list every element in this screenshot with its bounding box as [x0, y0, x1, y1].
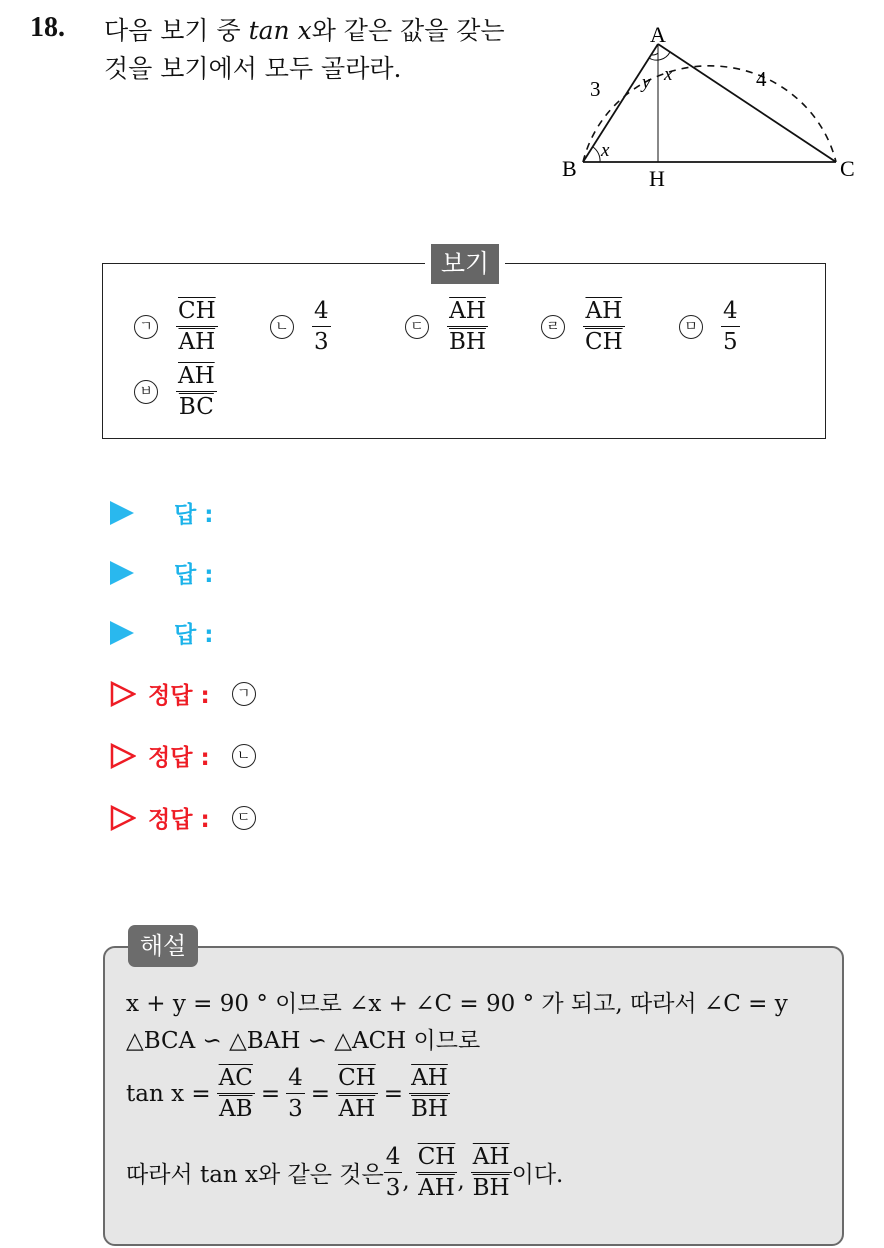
fraction-numerator: 4 — [314, 298, 329, 324]
correct-value: ㄴ — [232, 744, 256, 768]
fraction-denominator: BH — [449, 329, 486, 356]
option-fraction — [447, 299, 488, 354]
fraction-ac-ab — [217, 1066, 255, 1121]
fraction-numerator: $\overline{AH}$ — [585, 298, 623, 324]
fraction-numerator: $\overline{AH}$ — [472, 1144, 510, 1170]
fraction-numerator: $\overline{CH}$ — [178, 298, 216, 324]
fraction-numerator: 4 — [288, 1065, 303, 1091]
label-angle-y: y — [642, 72, 651, 93]
equals-sign: = — [310, 1080, 331, 1107]
correct-row-2 — [110, 739, 274, 772]
fraction-numerator: 4 — [723, 298, 738, 324]
fraction-numerator: $\overline{CH}$ — [417, 1144, 456, 1170]
fraction-denominator: CH — [585, 329, 623, 356]
fraction-numerator: $\overline{CH}$ — [338, 1065, 376, 1091]
conclusion-text: 따라서 tan x와 같은 것은 — [126, 1162, 384, 1189]
option-fraction — [721, 299, 740, 354]
fraction-numerator: $\overline{AH}$ — [411, 1065, 448, 1091]
fraction-ch-ah — [336, 1066, 378, 1121]
question-line1-math: tan x — [248, 16, 312, 45]
question-line1-pre: 다음 보기 중 — [104, 16, 249, 45]
label-angle-x-at-A: x — [664, 64, 673, 85]
option-4 — [541, 299, 625, 354]
fraction-4-3 — [384, 1145, 403, 1200]
option-mark: ㄷ — [405, 315, 429, 339]
side-AC — [658, 44, 836, 162]
fraction-denominator: AH — [338, 1096, 376, 1123]
explanation-title: 해설 — [128, 925, 198, 967]
correct-row-3 — [110, 801, 274, 834]
outline-triangle-icon — [110, 681, 136, 707]
fraction-denominator: AB — [218, 1096, 253, 1123]
option-mark: ㅁ — [679, 315, 703, 339]
label-C: C — [840, 156, 855, 181]
option-mark: ㄹ — [541, 315, 565, 339]
tan-expression: tan x = — [126, 1080, 211, 1107]
fraction-numerator: $\overline{AH}$ — [178, 363, 215, 389]
label-H: H — [649, 166, 665, 191]
option-1 — [134, 299, 218, 354]
correct-label: 정답 : — [148, 683, 210, 709]
answer-row-3[interactable] — [110, 616, 213, 649]
bogi-title: 보기 — [425, 244, 505, 284]
option-5 — [679, 299, 740, 354]
outline-triangle-icon — [110, 805, 136, 831]
fraction-ch-ah — [416, 1145, 458, 1200]
answer-row-2[interactable] — [110, 556, 213, 589]
fraction-numerator: $\overline{AC}$ — [218, 1065, 253, 1091]
option-3 — [405, 299, 488, 354]
question-text — [104, 12, 544, 88]
label-B: B — [562, 156, 577, 181]
fraction-denominator: 3 — [314, 329, 329, 356]
question-line2: 것을 보기에서 모두 골라라. — [104, 54, 402, 83]
explanation-line-4 — [126, 1145, 563, 1200]
fraction-numerator: $\overline{AH}$ — [449, 298, 486, 324]
option-fraction — [176, 364, 217, 419]
explanation-line-3 — [126, 1066, 450, 1121]
conclusion-end: 이다. — [511, 1162, 564, 1189]
circumcircle-arc — [583, 66, 836, 162]
equals-sign: = — [260, 1080, 281, 1107]
correct-value: ㄱ — [232, 682, 256, 706]
answer-label: 답 : — [174, 562, 214, 588]
fraction-denominator: 5 — [723, 329, 738, 356]
option-fraction — [583, 299, 625, 354]
answer-label: 답 : — [174, 502, 214, 528]
explanation-line-2: △BCA ∽ △BAH ∽ △ACH 이므로 — [126, 1028, 481, 1054]
fraction-4-3 — [286, 1066, 305, 1121]
comma: , — [457, 1168, 465, 1195]
option-fraction — [312, 299, 331, 354]
outline-triangle-icon — [110, 743, 136, 769]
triangle-bullet-icon — [110, 501, 134, 525]
triangle-diagram — [548, 22, 868, 202]
option-mark: ㄱ — [134, 315, 158, 339]
angle-arc-B — [593, 147, 600, 162]
correct-row-1 — [110, 677, 274, 710]
fraction-denominator: 3 — [288, 1096, 303, 1123]
correct-label: 정답 : — [148, 745, 210, 771]
fraction-ah-bh — [471, 1145, 512, 1200]
option-mark: ㄴ — [270, 315, 294, 339]
fraction-numerator: 4 — [385, 1144, 401, 1170]
equals-sign: = — [383, 1080, 403, 1107]
fraction-denominator: BH — [472, 1175, 510, 1202]
fraction-denominator: BC — [178, 394, 214, 421]
fraction-denominator: AH — [418, 1175, 455, 1202]
label-side-AC: 4 — [756, 67, 767, 91]
correct-value: ㄷ — [232, 806, 256, 830]
triangle-bullet-icon — [110, 561, 134, 585]
label-side-AB: 3 — [590, 77, 601, 101]
question-line1-post: 와 같은 값을 갖는 — [311, 16, 505, 45]
option-mark: ㅂ — [134, 380, 158, 404]
option-6 — [134, 364, 217, 419]
fraction-ah-bh — [409, 1066, 450, 1121]
correct-label: 정답 : — [148, 807, 210, 833]
option-2 — [270, 299, 331, 354]
side-AB — [583, 44, 658, 162]
triangle-bullet-icon — [110, 621, 134, 645]
answer-label: 답 : — [174, 622, 214, 648]
fraction-denominator: 3 — [385, 1175, 401, 1202]
option-fraction — [176, 299, 218, 354]
label-A: A — [650, 22, 666, 47]
answer-row-1[interactable] — [110, 496, 213, 529]
comma: , — [402, 1168, 410, 1195]
fraction-denominator: AH — [178, 329, 216, 356]
label-angle-B: x — [601, 140, 610, 161]
fraction-denominator: BH — [411, 1096, 448, 1123]
question-number: 18. — [30, 12, 65, 43]
explanation-line-1: x + y = 90 ° 이므로 ∠x + ∠C = 90 ° 가 되고, 따라서 ∠C = y — [126, 991, 788, 1017]
